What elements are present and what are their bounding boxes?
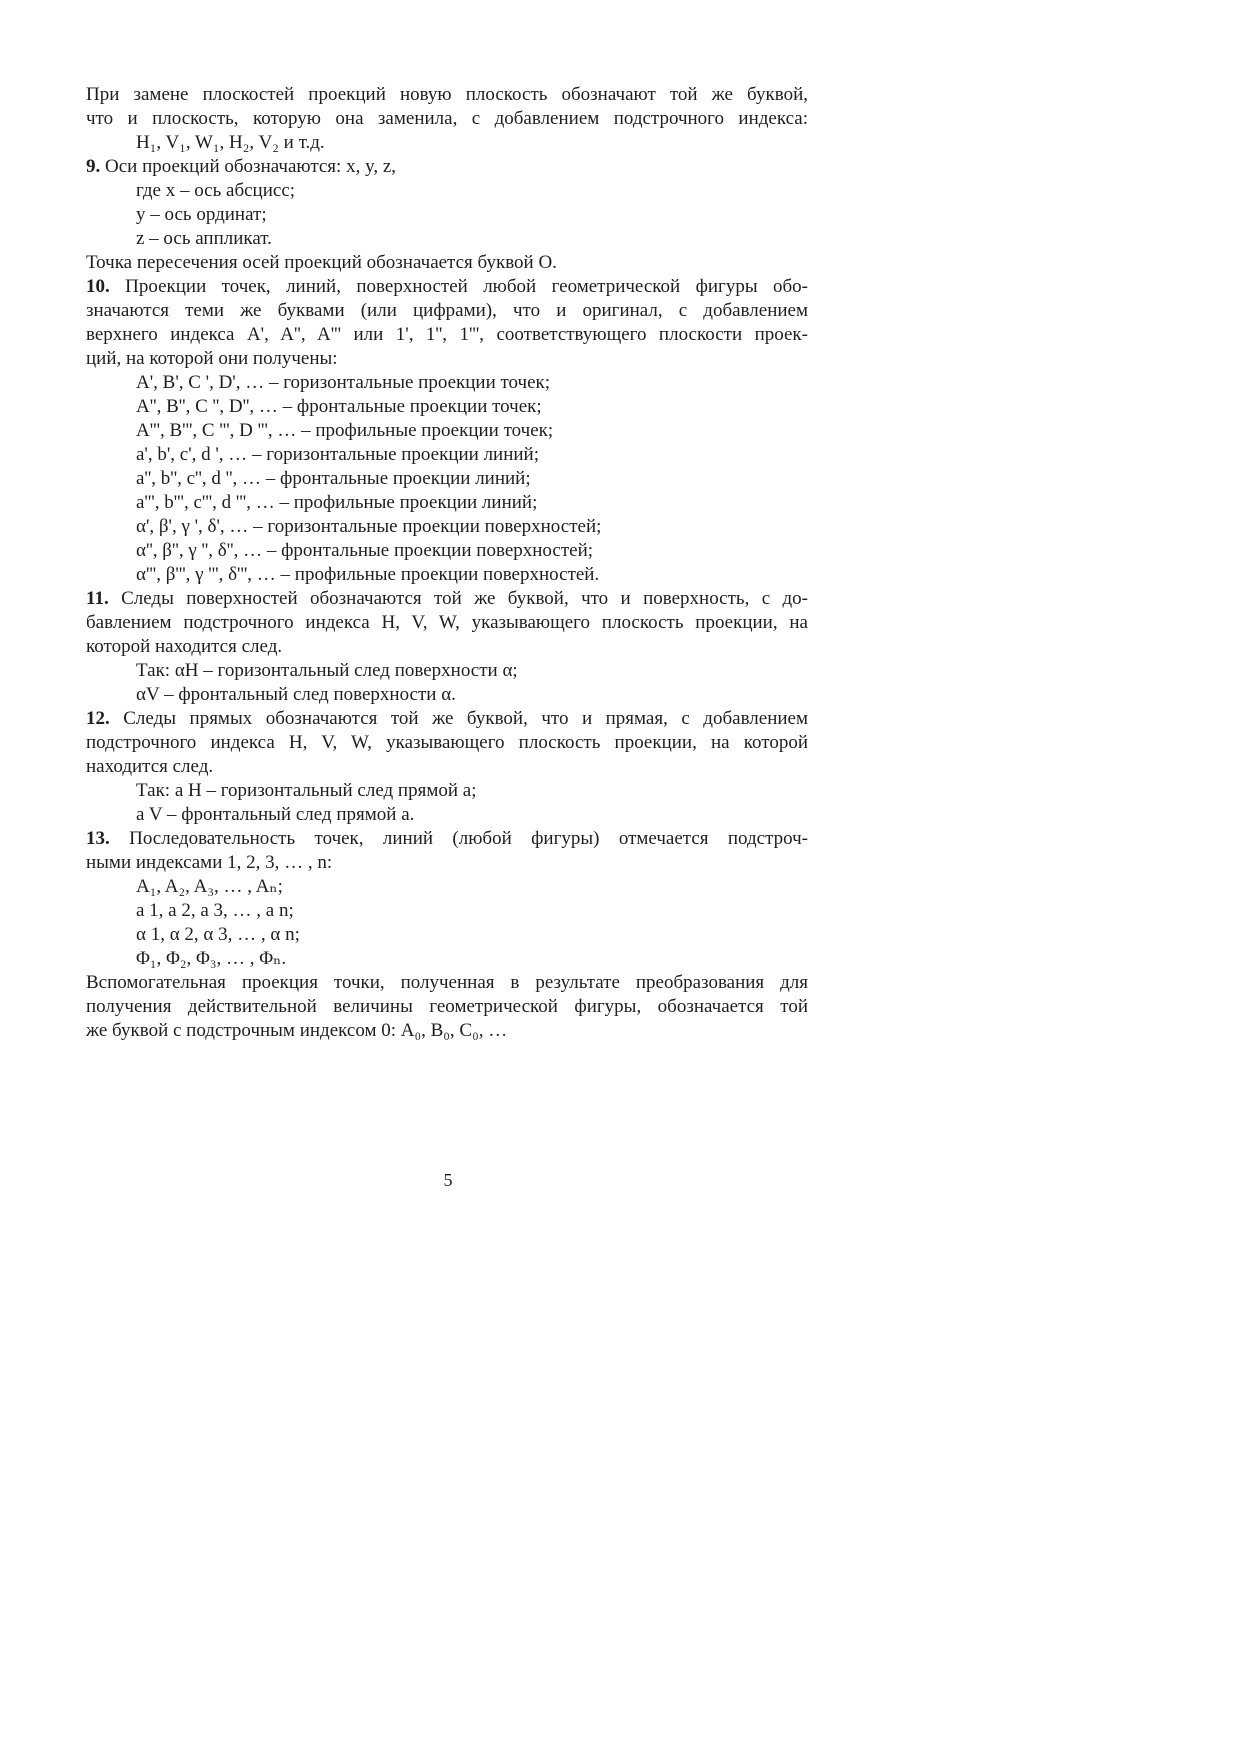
text-line [86, 899, 808, 923]
line-text: A''', B''', C ''', D ''', … – профильные проекции точек; [136, 420, 554, 441]
line-text: α', β', γ ', δ', … – горизонтальные проекции поверхностей; [136, 516, 602, 537]
line-text: α'', β'', γ '', δ'', … – фронтальные проекции поверхностей; [136, 540, 594, 561]
line-text: Φ₁, Φ₂, Φ₃, … , Φₙ. [136, 948, 287, 969]
line-text: a V – фронтальный след прямой a. [136, 804, 415, 825]
line-text: A'', B'', C '', D'', … – фронтальные проекции точек; [136, 396, 542, 417]
text-line [86, 707, 808, 731]
text-line [86, 539, 808, 563]
item-number: 12. [86, 708, 110, 729]
text-line [86, 371, 808, 395]
text-line [86, 179, 808, 203]
text-line [86, 947, 808, 971]
line-text: y – ось ординат; [136, 204, 267, 225]
line-text: H₁, V₁, W₁, H₂, V₂ и т.д. [136, 132, 325, 153]
line-text: которой находится след. [86, 636, 283, 657]
line-text: A₁, A₂, A₃, … , Aₙ; [136, 876, 283, 897]
line-text: αV – фронтальный след поверхности α. [136, 684, 456, 705]
line-text: α 1, α 2, α 3, … , α n; [136, 924, 300, 945]
line-text: бавлением подстрочного индекса H, V, W, указывающего плоскость проекции, на [86, 612, 808, 633]
page-text-body [86, 83, 808, 1043]
line-text: верхнего индекса A', A'', A''' или 1', 1'', 1''', соответствующего плоскости проек- [86, 324, 808, 345]
text-line [86, 995, 808, 1019]
line-text: ций, на которой они получены: [86, 348, 338, 369]
line-text: подстрочного индекса H, V, W, указывающего плоскость проекции, на которой [86, 732, 808, 753]
text-line [86, 803, 808, 827]
text-line [86, 611, 808, 635]
page-number: 5 [443, 1170, 453, 1190]
text-line [86, 827, 808, 851]
line-text: Последовательность точек, линий (любой фигуры) отмечается подстроч- [109, 828, 808, 849]
text-line [86, 275, 808, 299]
line-text: α''', β''', γ ''', δ''', … – профильные проекции поверхностей. [136, 564, 600, 585]
line-text: Оси проекций обозначаются: x, y, z, [100, 156, 397, 177]
text-line [86, 515, 808, 539]
line-text: A', B', C ', D', … – горизонтальные проекции точек; [136, 372, 551, 393]
line-text: Точка пересечения осей проекций обозначается буквой O. [86, 252, 557, 273]
text-line [86, 683, 808, 707]
line-text: a'', b'', c'', d '', … – фронтальные проекции линий; [136, 468, 531, 489]
text-line [86, 299, 808, 323]
text-line [86, 971, 808, 995]
text-line [86, 155, 808, 179]
text-line [86, 491, 808, 515]
text-line [86, 347, 808, 371]
text-line [86, 395, 808, 419]
text-line [86, 203, 808, 227]
text-line [86, 443, 808, 467]
text-line [86, 779, 808, 803]
text-line [86, 227, 808, 251]
line-text: a 1, a 2, a 3, … , a n; [136, 900, 294, 921]
line-text: значаются теми же буквами (или цифрами), что и оригинал, с добавлением [86, 300, 808, 321]
text-line [86, 875, 808, 899]
line-text: что и плоскость, которую она заменила, с добавлением подстрочного индекса: [86, 108, 808, 129]
item-number: 11. [86, 588, 109, 609]
text-line [86, 587, 808, 611]
text-line [86, 635, 808, 659]
line-text: Следы прямых обозначаются той же буквой, что и прямая, с добавлением [109, 708, 808, 729]
text-line [86, 419, 808, 443]
text-line [86, 251, 808, 275]
text-line [86, 659, 808, 683]
text-line [86, 923, 808, 947]
text-line [86, 1019, 808, 1043]
line-text: Вспомогательная проекция точки, полученная в результате преобразования для [86, 972, 808, 993]
item-number: 10. [86, 276, 110, 297]
line-text: z – ось аппликат. [136, 228, 272, 249]
line-text: Так: a H – горизонтальный след прямой a; [136, 780, 477, 801]
text-line [86, 563, 808, 587]
line-text: где x – ось абсцисс; [136, 180, 296, 201]
text-line [86, 467, 808, 491]
line-text: ными индексами 1, 2, 3, … , n: [86, 852, 333, 873]
line-text: находится след. [86, 756, 214, 777]
text-line [86, 851, 808, 875]
text-line [86, 83, 808, 107]
line-text: a''', b''', c''', d ''', … – профильные проекции линий; [136, 492, 538, 513]
text-line [86, 731, 808, 755]
line-text: Проекции точек, линий, поверхностей любой геометрической фигуры обо- [109, 276, 808, 297]
line-text: получения действительной величины геометрической фигуры, обозначается той [86, 996, 808, 1017]
line-text: Следы поверхностей обозначаются той же буквой, что и поверхность, с до- [108, 588, 808, 609]
text-line [86, 755, 808, 779]
line-text: Так: αH – горизонтальный след поверхности α; [136, 660, 518, 681]
text-line [86, 131, 808, 155]
text-line [86, 323, 808, 347]
item-number: 9. [86, 156, 101, 177]
line-text: a', b', c', d ', … – горизонтальные проекции линий; [136, 444, 540, 465]
line-text: При замене плоскостей проекций новую плоскость обозначают той же буквой, [86, 84, 808, 105]
text-line [86, 107, 808, 131]
item-number: 13. [86, 828, 110, 849]
line-text: же буквой с подстрочным индексом 0: A₀, B₀, C₀, … [86, 1020, 508, 1041]
